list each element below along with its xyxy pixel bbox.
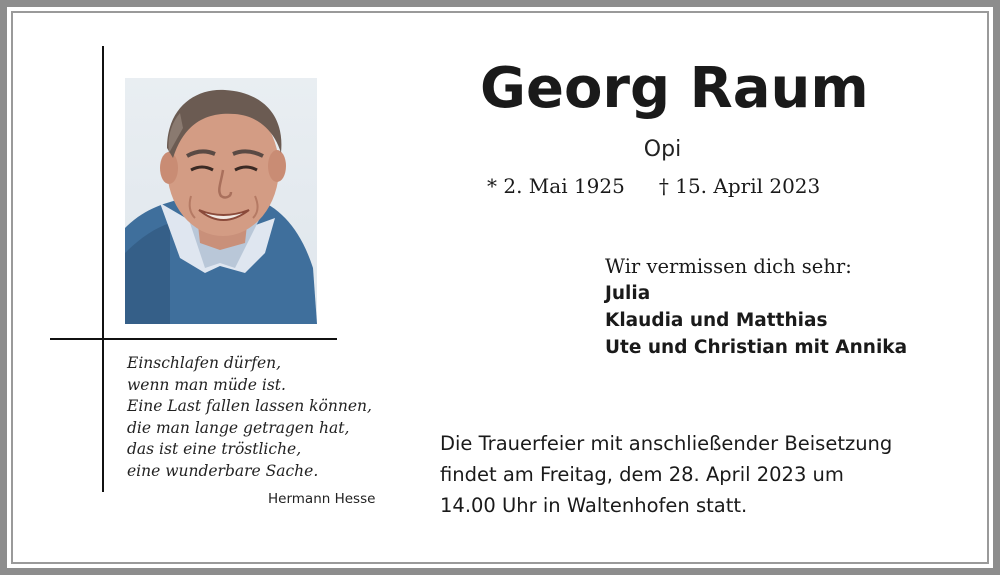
death-date: † 15. April 2023 — [658, 174, 821, 198]
funeral-service-info — [440, 428, 892, 521]
portrait-photo — [125, 78, 317, 324]
mourners-block — [605, 253, 907, 361]
poem-line: eine wunderbare Sache. — [127, 461, 319, 480]
deceased-name: Georg Raum — [480, 56, 869, 121]
poem-author: Hermann Hesse — [268, 491, 376, 507]
mourner-name: Julia — [605, 283, 651, 304]
cross-horizontal-line — [50, 338, 337, 340]
poem-line: wenn man müde ist. — [127, 375, 286, 394]
mourner-name: Klaudia und Matthias — [605, 310, 828, 331]
cross-vertical-line — [102, 46, 104, 492]
service-line: findet am Freitag, dem 28. April 2023 um — [440, 463, 844, 486]
poem-line: die man lange getragen hat, — [127, 418, 350, 437]
birth-date: * 2. Mai 1925 — [487, 174, 625, 198]
poem-line: das ist eine tröstliche, — [127, 440, 302, 458]
mourners-names — [605, 280, 907, 361]
mourner-name: Ute und Christian mit Annika — [605, 337, 908, 358]
service-line: 14.00 Uhr in Waltenhofen statt. — [440, 494, 748, 517]
poem-line: Einschlafen dürfen, — [127, 354, 282, 372]
mourners-intro: Wir vermissen dich sehr: — [605, 255, 852, 278]
deceased-nickname: Opi — [643, 137, 682, 162]
life-dates — [487, 174, 820, 198]
poem-line: Eine Last fallen lassen können, — [127, 397, 372, 415]
service-line: Die Trauerfeier mit anschließender Beisetzung — [440, 432, 893, 455]
poem — [127, 353, 397, 482]
